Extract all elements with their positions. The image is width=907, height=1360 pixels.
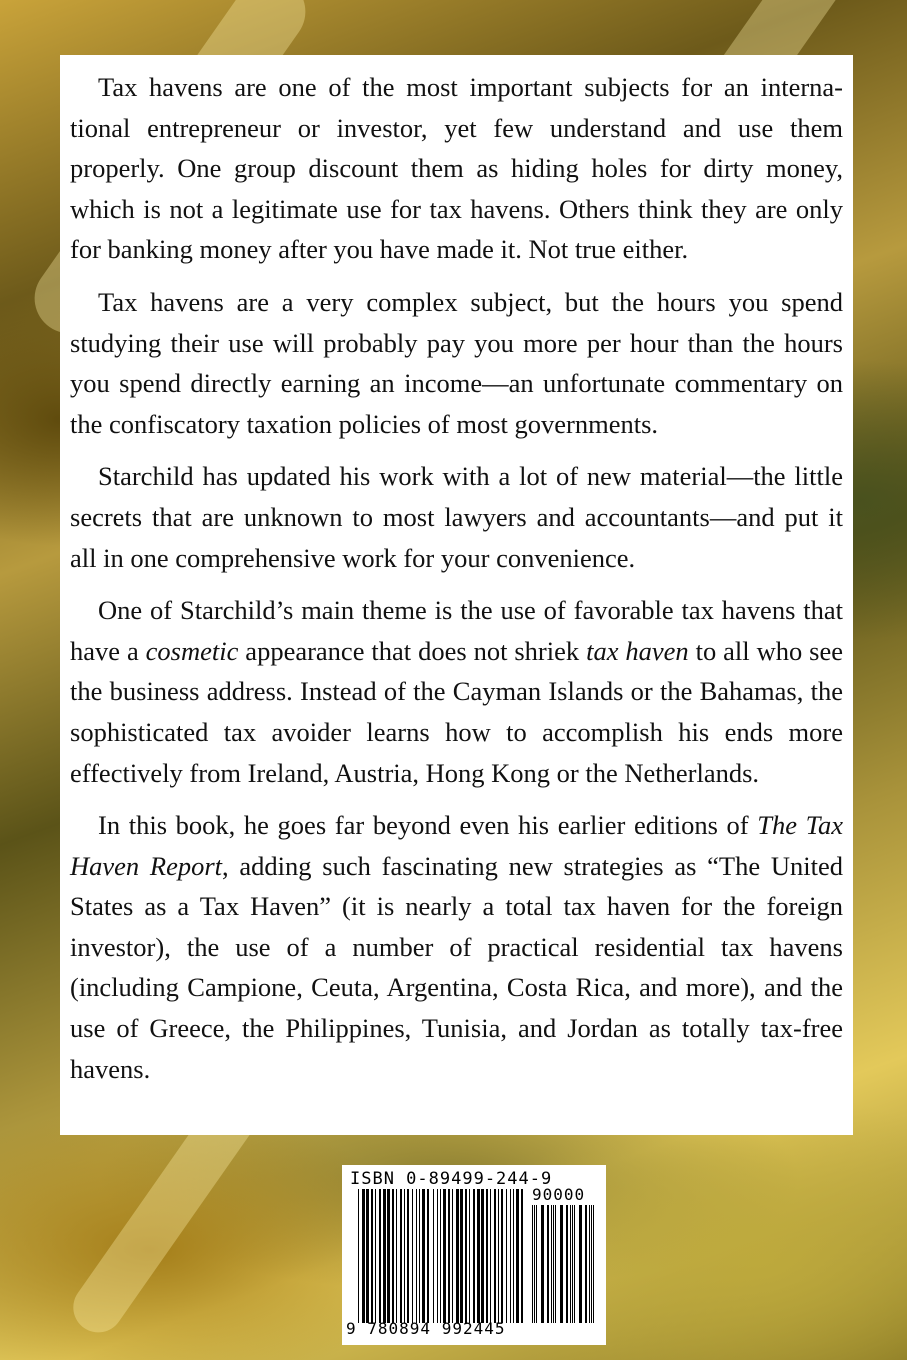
- italic-text: tax haven: [586, 635, 689, 666]
- blurb-paragraph: [70, 456, 843, 578]
- italic-text: cosmetic: [145, 635, 239, 666]
- price-code: 90000: [532, 1185, 586, 1204]
- text-run: In this book, he goes far beyond even his earlier editions of: [98, 810, 758, 841]
- text-run: Starchild has updated his work with a lot of new material—the little secrets that are unknown to most lawyers and accountants—and put it all in one comprehensive work for your convenience.: [70, 461, 843, 573]
- blurb-paragraph: [70, 282, 843, 444]
- text-run: , adding such fascinating new strategies as “The United States as a Tax Haven” (it is nearly a total tax haven for the foreign investor), the use of a number of practical residential tax havens (including Campione, Ceuta, Argentina, Costa Rica, and more), and the use of Greece, the Philippines, Tunisia, and Jordan as totally tax-free havens.: [70, 850, 844, 1084]
- blurb-paragraph: [70, 805, 843, 1089]
- text-run: Tax havens are a very complex subject, but the hours you spend studying their use will probably pay you more per hour than the hours you spend directly earning an income—an unfortunate commentary on the confiscatory taxation policies of most governments.: [70, 286, 843, 439]
- text-run: appearance that does not shriek: [238, 635, 587, 666]
- ean-digits: 9 780894 992445: [346, 1319, 506, 1338]
- text-run: One of Starchild’s main theme is the use of favorable tax havens that have a: [70, 595, 843, 666]
- isbn-barcode-label: [342, 1165, 606, 1345]
- italic-text: The Tax Haven Report: [70, 810, 843, 881]
- blurb-paragraph: [70, 67, 843, 270]
- blurb-panel: [60, 55, 853, 1135]
- isbn-number: ISBN 0-89499-244-9: [350, 1169, 553, 1189]
- text-run: to all who see the business address. Instead of the Cayman Islands or the Bahamas, the sophisticated tax avoider learns how to accomplish his ends more effectively from Ireland, Austria, Hong Kong or the Netherlands.: [70, 635, 843, 788]
- price-barcode: [532, 1205, 594, 1323]
- blurb-paragraph: [70, 590, 843, 793]
- ean-barcode: [358, 1189, 526, 1323]
- text-run: Tax havens are one of the most important subjects for an interna-tional entrepreneur or investor, yet few understand and use them properly. One group discount them as hiding holes for dirty money, which is not a legitimate use for tax havens. Others think they are only for banking money after you have made it. Not true either.: [70, 72, 843, 265]
